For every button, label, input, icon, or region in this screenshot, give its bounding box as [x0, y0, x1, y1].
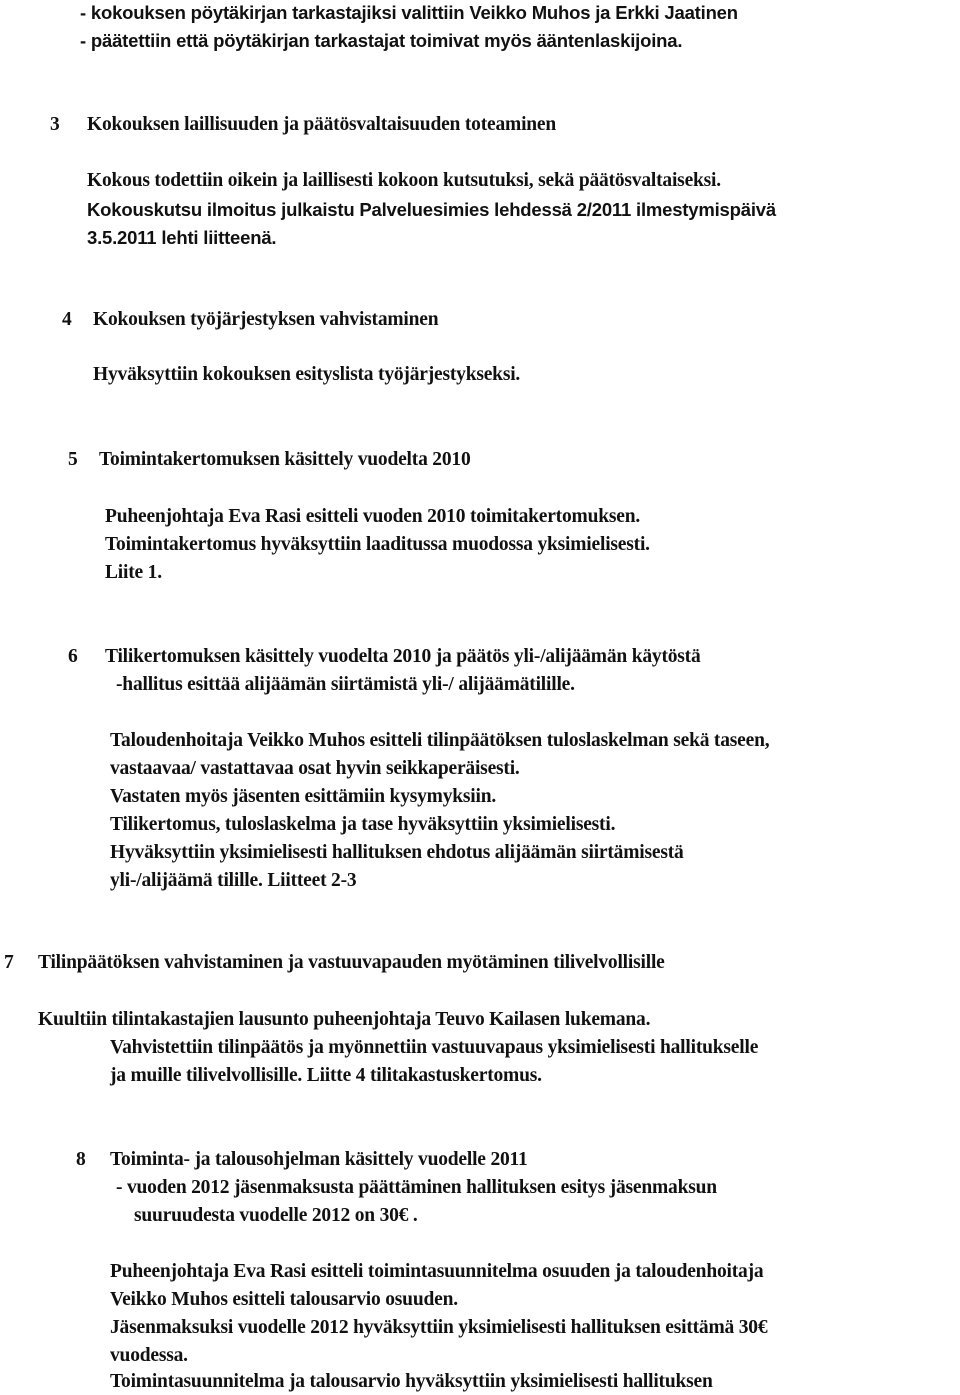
section-number: 4 — [62, 309, 72, 330]
section-text-line: Puheenjohtaja Eva Rasi esitteli vuoden 2010 toimitakertomuksen. — [105, 506, 641, 527]
section-text-line: Vastaten myös jäsenten esittämiin kysymyksiin. — [110, 786, 497, 807]
section-number: 6 — [68, 646, 78, 667]
intro-line: - päätettiin että pöytäkirjan tarkastajat toimivat myös ääntenlaskijoina. — [80, 30, 683, 51]
section-number: 7 — [4, 952, 14, 973]
section-text-line: Puheenjohtaja Eva Rasi esitteli toimintasuunnitelma osuuden ja taloudenhoitaja — [110, 1261, 764, 1282]
section-text-line: vuodessa. — [110, 1345, 188, 1366]
section-subtitle: - vuoden 2012 jäsenmaksusta päättäminen hallituksen esitys jäsenmaksun — [116, 1177, 717, 1198]
intro-line: - kokouksen pöytäkirjan tarkastajiksi valittiin Veikko Muhos ja Erkki Jaatinen — [80, 2, 738, 23]
section-text-line: 3.5.2011 lehti liitteenä. — [87, 227, 277, 248]
section-number: 5 — [68, 449, 78, 470]
section-text-line: vastaavaa/ vastattavaa osat hyvin seikkaperäisesti. — [110, 758, 520, 779]
section-text-line: yli-/alijäämä tilille. Liitteet 2-3 — [110, 870, 357, 891]
section-text-line: Veikko Muhos esitteli talousarvio osuuden. — [110, 1289, 458, 1310]
section-number: 3 — [50, 114, 60, 135]
section-text-line: ja muille tilivelvollisille. Liitte 4 tilitakastuskertomus. — [110, 1065, 542, 1086]
section-text-line: Kokous todettiin oikein ja laillisesti kokoon kutsutuksi, sekä päätösvaltaiseksi. — [87, 170, 721, 191]
section-text-line: Liite 1. — [105, 562, 162, 583]
section-subtitle: -hallitus esittää alijäämän siirtämistä yli-/ alijäämätilille. — [116, 674, 575, 695]
section-text-line: Vahvistettiin tilinpäätös ja myönnettiin vastuuvapaus yksimielisesti hallitukselle — [110, 1037, 759, 1058]
section-title: Kokouksen laillisuuden ja päätösvaltaisuuden toteaminen — [87, 114, 557, 135]
section-text-line: Jäsenmaksuksi vuodelle 2012 hyväksyttiin yksimielisesti hallituksen esittämä 30€ — [110, 1317, 768, 1338]
section-text-line: Kokouskutsu ilmoitus julkaistu Palveluesimies lehdessä 2/2011 ilmestymispäivä — [87, 199, 776, 220]
section-title: Toimintakertomuksen käsittely vuodelta 2010 — [99, 449, 471, 470]
section-title: Tilikertomuksen käsittely vuodelta 2010 ja päätös yli-/alijäämän käytöstä — [105, 646, 701, 667]
section-text-line: Hyväksyttiin kokouksen esityslista työjärjestykseksi. — [93, 364, 521, 385]
section-number: 8 — [76, 1149, 86, 1170]
section-title: Kokouksen työjärjestyksen vahvistaminen — [93, 309, 439, 330]
section-title: Tilinpäätöksen vahvistaminen ja vastuuvapauden myötäminen tilivelvollisille — [38, 952, 665, 973]
section-title: Toiminta- ja talousohjelman käsittely vuodelle 2011 — [110, 1149, 528, 1170]
section-text-line: Taloudenhoitaja Veikko Muhos esitteli tilinpäätöksen tuloslaskelman sekä taseen, — [110, 730, 770, 751]
section-subtitle: suuruudesta vuodelle 2012 on 30€ . — [134, 1205, 418, 1226]
section-text-line: Tilikertomus, tuloslaskelma ja tase hyväksyttiin yksimielisesti. — [110, 814, 616, 835]
section-text-line: Kuultiin tilintakastajien lausunto puheenjohtaja Teuvo Kailasen lukemana. — [38, 1009, 651, 1030]
section-text-line: Toimintakertomus hyväksyttiin laaditussa muodossa yksimielisesti. — [105, 534, 650, 555]
section-text-line: Toimintasuunnitelma ja talousarvio hyväksyttiin yksimielisesti hallituksen — [110, 1371, 713, 1392]
section-text-line: Hyväksyttiin yksimielisesti hallituksen ehdotus alijäämän siirtämisestä — [110, 842, 684, 863]
